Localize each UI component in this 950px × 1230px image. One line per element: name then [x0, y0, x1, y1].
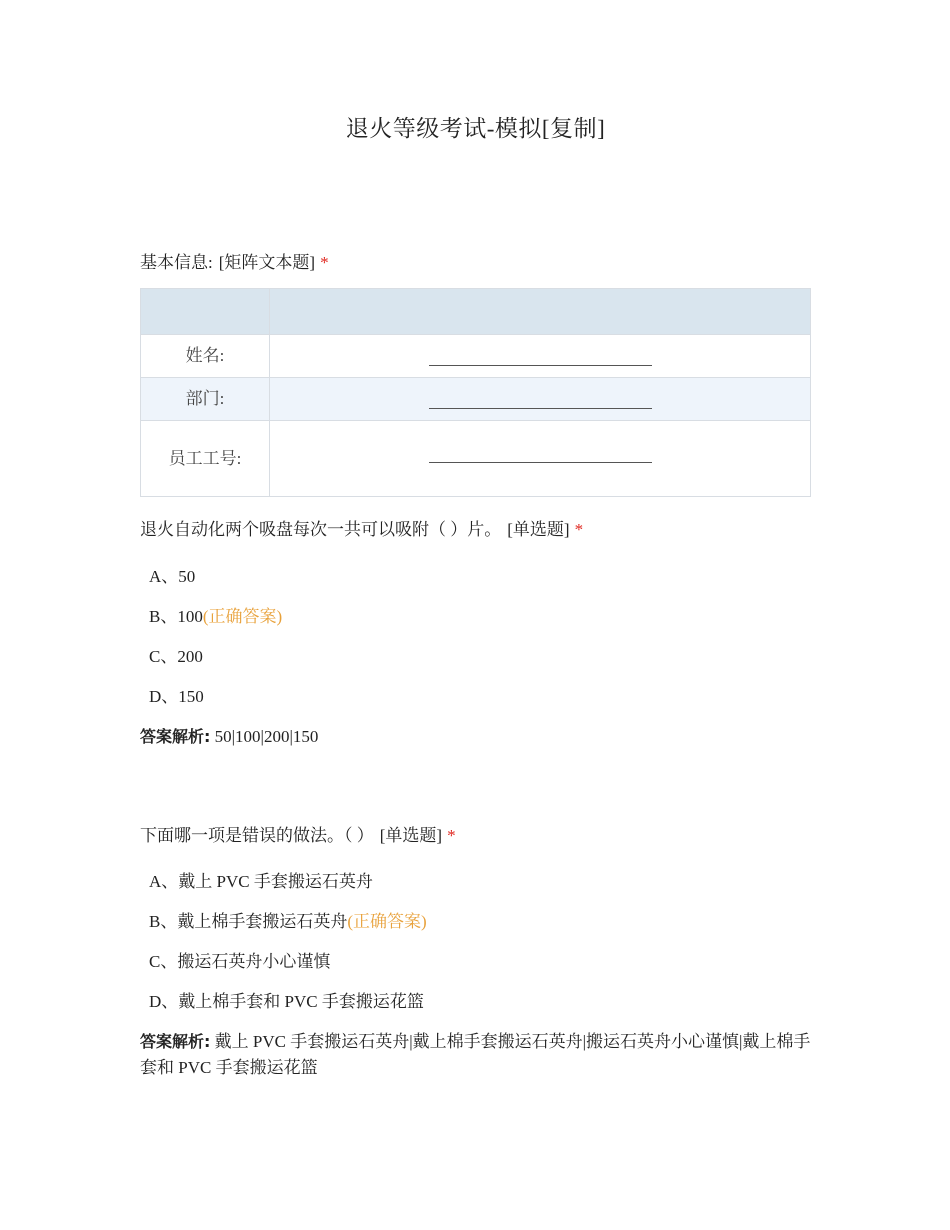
question-1-header: [140, 251, 329, 275]
analysis-key: 答案解析:: [140, 727, 211, 746]
matrix-row: [141, 335, 811, 378]
matrix-row-label: 部门:: [141, 378, 270, 421]
option-d[interactable]: D、戴上棉手套和 PVC 手套搬运花篮: [149, 992, 424, 1011]
option-c[interactable]: C、200: [149, 647, 203, 666]
matrix-row: [141, 421, 811, 497]
blank-line: [429, 364, 652, 366]
matrix-row-label: 员工工号:: [141, 421, 270, 497]
option-b[interactable]: [149, 605, 282, 629]
matrix-row-label: 姓名:: [141, 335, 270, 378]
question-3-header: [140, 824, 456, 848]
option-b[interactable]: [149, 910, 427, 934]
option-c[interactable]: C、搬运石英舟小心谨慎: [149, 952, 331, 971]
matrix-header-cell: [270, 289, 811, 335]
blank-line: [429, 407, 652, 409]
question-2-type: [单选题]: [507, 520, 570, 539]
matrix-table: [140, 288, 811, 497]
analysis-text: 戴上 PVC 手套搬运石英舟|戴上棉手套搬运石英舟|搬运石英舟小心谨慎|戴上棉手套和 PVC 手套搬运花篮: [140, 1032, 811, 1077]
correct-answer-label: (正确答案): [347, 912, 427, 931]
matrix-input-name[interactable]: [270, 335, 811, 378]
matrix-header-row: [141, 289, 811, 335]
option-b-text: B、100: [149, 607, 203, 626]
question-2-header: [140, 518, 583, 542]
matrix-row: [141, 378, 811, 421]
question-1-text: 基本信息:: [140, 253, 213, 272]
answer-analysis: [140, 1029, 815, 1081]
analysis-text: 50|100|200|150: [214, 727, 319, 746]
option-a[interactable]: A、50: [149, 567, 196, 586]
analysis-key: 答案解析:: [140, 1032, 211, 1051]
required-marker: *: [320, 253, 329, 272]
option-a[interactable]: A、戴上 PVC 手套搬运石英舟: [149, 872, 373, 891]
matrix-input-employee-id[interactable]: [270, 421, 811, 497]
question-2-text: 退火自动化两个吸盘每次一共可以吸附（ ）片。: [140, 520, 502, 539]
option-d[interactable]: D、150: [149, 687, 204, 706]
required-marker: *: [447, 826, 456, 845]
blank-line: [429, 461, 652, 463]
question-3-type: [单选题]: [379, 826, 443, 845]
required-marker: *: [574, 520, 584, 539]
question-3-text: 下面哪一项是错误的做法。（ ）: [140, 826, 374, 845]
answer-analysis: [140, 724, 815, 750]
option-b-text: B、戴上棉手套搬运石英舟: [149, 912, 348, 931]
question-1-type: [矩阵文本题]: [218, 253, 316, 272]
matrix-header-cell: [141, 289, 270, 335]
correct-answer-label: (正确答案): [202, 607, 283, 626]
page-title: 退火等级考试-模拟[复制]: [345, 116, 606, 141]
matrix-input-department[interactable]: [270, 378, 811, 421]
